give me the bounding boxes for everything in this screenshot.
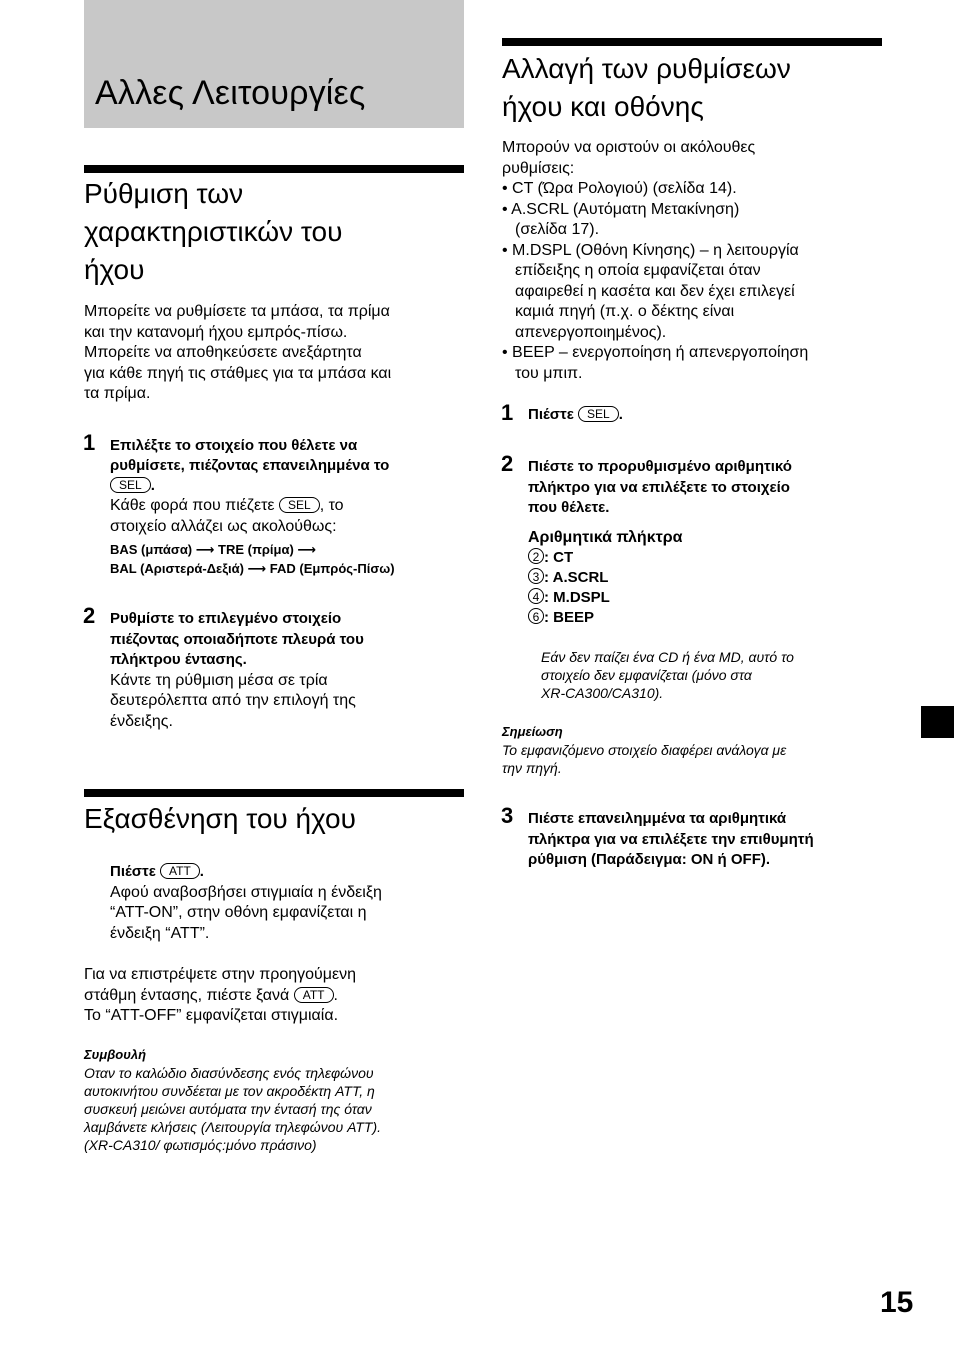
numeric-keys-heading: Αριθμητικά πλήκτρα (528, 528, 683, 546)
sequence-line: BAS (μπάσα) ⟶ TRE (πρίμα) ⟶ (110, 542, 317, 557)
chapter-title: Αλλες Λειτουργίες (95, 74, 366, 112)
list-item: • M.DSPL (Οθόνη Κίνησης) – η λειτουργία (502, 241, 799, 259)
step-number: 3 (501, 803, 514, 828)
preset-key-icon: 4 (528, 588, 544, 604)
tip-block: Συμβουλή Οταν το καλώδιο διασύνδεσης ενός τηλεφώνου αυτοκινήτου συνδέεται με τον ακροδέκτη ATT, η συσκευή μειώνει αυτόματα την έντασή της όταν λαμβάνετε κλήσεις (Λειτουργία τηλεφώνου ATT). (XR-CA310/ φωτισμός:μόνο πράσινο) (84, 1047, 382, 1153)
att-return: Για να επιστρέψετε στην προηγούμενη στάθμη έντασης, πιέστε ξανά ATT . Το “ATT-OFF” εμφανίζεται στιγμιαία. (84, 966, 357, 1024)
step-number: 1 (83, 430, 96, 455)
page-number: 15 (880, 1286, 914, 1319)
chapter-edge-tab (921, 706, 954, 738)
note-block: Σημείωση Το εμφανιζόμενο στοιχείο διαφέρει ανάλογα με την πηγή. (502, 724, 787, 776)
display-bullets: • CT (Ώρα Ρολογιού) (σελίδα 14). • A.SCRL (Αυτόματη Μετακίνηση) (σελίδα 17). • M.DSPL (Οθόνη Κίνησης) – η λειτουργία επίδειξης η οποία εμφανίζεται όταν αφαιρεθεί η κασέτα και δεν έχει επιλεγεί καμιά πηγή (π.χ. ο δέκτης είναι απενεργοποιημένος). • BEEP – ενεργοποίηση ή απενεργοποίηση του μπιπ. (502, 180, 809, 382)
section-title-sound: Ρύθμιση των χαρακτηριστικών του ήχου (84, 178, 343, 285)
numeric-key-item: 2 : CT (528, 548, 792, 568)
step-number: 2 (83, 603, 96, 628)
section-title-display: Αλλαγή των ρυθμίσεων ήχου και οθόνης (502, 53, 791, 122)
sel-key-icon: SEL (578, 406, 619, 422)
sequence-line: BAL (Αριστερά-Δεξιά) ⟶ FAD (Εμπρός-Πίσω) (110, 561, 395, 576)
step-number: 1 (501, 400, 514, 425)
step-number: 2 (501, 451, 514, 476)
att-instructions: Πιέστε ATT . Αφού αναβοσβήσει στιγμιαία η ένδειξη “ATT-ON”, στην οθόνη εμφανίζεται η ένδειξη “ATT”. (110, 863, 382, 942)
cd-md-note: Εάν δεν παίζει ένα CD ή ένα MD, αυτό το στοιχείο δεν εμφανίζεται (μόνο στα XR-CA300/CA310). (541, 649, 794, 701)
section-title-att: Εξασθένηση του ήχου (84, 803, 356, 834)
numeric-key-item: 6 : BEEP (528, 608, 792, 628)
display-step1: Πιέστε SEL . (528, 406, 623, 423)
section-rule (84, 165, 464, 173)
display-step3: Πιέστε επανειλημμένα τα αριθμητικά πλήκτρα για να επιλέξετε την επιθυμητή ρύθμιση (Παράδειγμα: ON ή OFF). (528, 810, 814, 868)
att-key-icon: ATT (160, 863, 200, 879)
list-item: • A.SCRL (Αυτόματη Μετακίνηση) (502, 200, 740, 218)
tip-label: Συμβουλή (84, 1047, 147, 1062)
sel-key-icon: SEL (279, 497, 320, 513)
preset-key-icon: 3 (528, 568, 544, 584)
numeric-key-item: 3 : A.SCRL (528, 568, 792, 588)
preset-key-icon: 6 (528, 608, 544, 624)
display-intro: Μπορούν να οριστούν οι ακόλουθες ρυθμίσεις: (502, 139, 756, 177)
sound-intro: Μπορείτε να ρυθμίσετε τα μπάσα, τα πρίμα και την κατανομή ήχου εμπρός-πίσω. Μπορείτε να αποθηκεύσετε ανεξάρτητα για κάθε πηγή τις στάθμες για τα μπάσα και τα πρίμα. (84, 303, 392, 402)
sound-step2: Ρυθμίστε το επιλεγμένο στοιχείο πιέζοντας οποιαδήποτε πλευρά του πλήκτρου έντασης. Κάντε τη ρύθμιση μέσα σε τρία δευτερόλεπτα από την επιλογή της ένδειξης. (110, 610, 364, 730)
list-item: • CT (Ώρα Ρολογιού) (σελίδα 14). (502, 180, 737, 197)
att-key-icon: ATT (294, 987, 334, 1003)
section-rule (502, 38, 882, 46)
sel-key-icon: SEL (110, 477, 151, 493)
section-rule (84, 789, 464, 797)
list-item: • BEEP – ενεργοποίηση ή απενεργοποίηση (502, 344, 809, 361)
note-label: Σημείωση (502, 724, 563, 739)
display-step2: Πιέστε το προρυθμισμένο αριθμητικό πλήκτρο για να επιλέξετε το στοιχείο που θέλετε. Αριθμητικά πλήκτρα 2 : CT 3 : A.SCRL 4 : M.DSPL 6 : BEEP (528, 457, 792, 629)
sound-step1: Επιλέξτε το στοιχείο που θέλετε να ρυθμίσετε, πιέζοντας επανειλημμένα το SEL . Κάθε φορά που πιέζετε SEL , το στοιχείο αλλάζει ως ακολούθως: BAS (μπάσα) ⟶ TRE (πρίμα) ⟶ BAL (Αριστερά-Δεξιά) ⟶ FAD (Εμπρός-Πίσω) (110, 437, 395, 576)
numeric-key-item: 4 : M.DSPL (528, 588, 792, 608)
preset-key-icon: 2 (528, 548, 544, 564)
